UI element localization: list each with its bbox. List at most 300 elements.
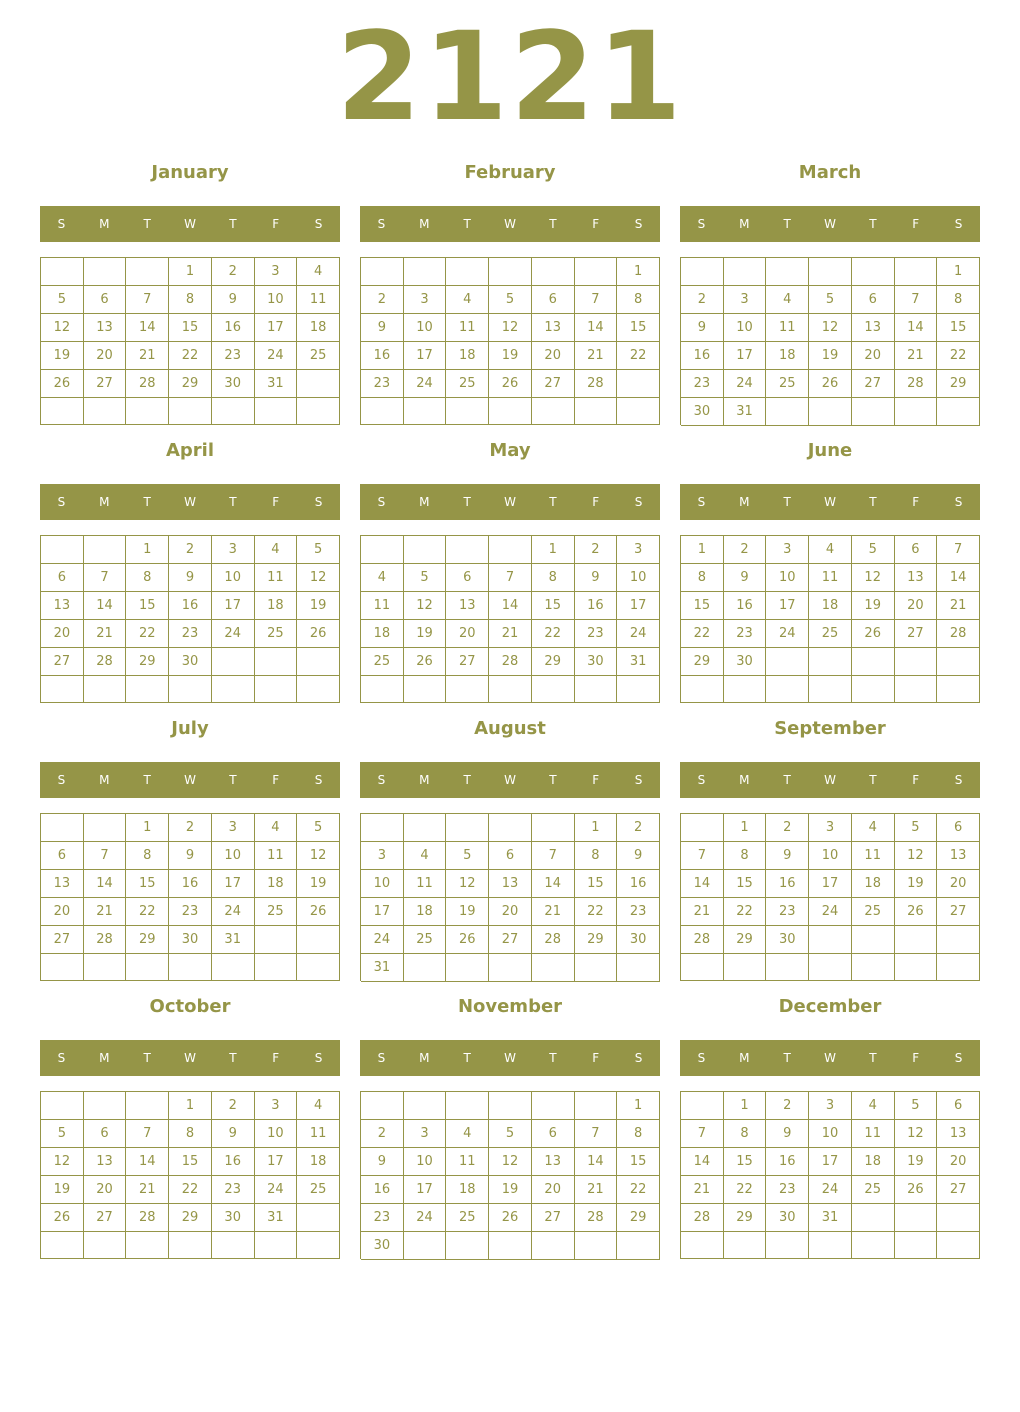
empty-day-cell	[809, 258, 852, 286]
day-cell: 15	[617, 314, 660, 342]
day-cell: 30	[724, 648, 767, 676]
day-cell: 28	[575, 1204, 618, 1232]
day-cell: 21	[937, 592, 980, 620]
empty-day-cell	[937, 1232, 980, 1259]
days-grid	[40, 813, 340, 981]
day-cell: 1	[617, 258, 660, 286]
day-cell: 20	[489, 898, 532, 926]
empty-day-cell	[446, 954, 489, 982]
day-cell: 25	[852, 898, 895, 926]
empty-day-cell	[404, 1092, 447, 1120]
empty-day-cell	[809, 676, 852, 703]
day-cell: 3	[404, 286, 447, 314]
empty-day-cell	[84, 1232, 127, 1259]
empty-day-cell	[446, 258, 489, 286]
day-cell: 13	[41, 870, 84, 898]
empty-day-cell	[297, 954, 340, 981]
day-cell: 17	[361, 898, 404, 926]
day-cell: 6	[446, 564, 489, 592]
day-cell: 10	[809, 1120, 852, 1148]
day-cell: 4	[446, 286, 489, 314]
weekday-label: S	[57, 217, 66, 231]
empty-day-cell	[212, 954, 255, 981]
day-cell: 3	[809, 1092, 852, 1120]
empty-day-cell	[681, 258, 724, 286]
empty-day-cell	[84, 398, 127, 425]
empty-day-cell	[126, 954, 169, 981]
day-cell: 31	[361, 954, 404, 982]
weekday-label: S	[697, 773, 706, 787]
empty-day-cell	[532, 954, 575, 982]
day-cell: 7	[575, 286, 618, 314]
empty-day-cell	[852, 258, 895, 286]
day-cell: 27	[532, 370, 575, 398]
day-cell: 16	[169, 592, 212, 620]
day-cell: 24	[212, 620, 255, 648]
empty-day-cell	[809, 954, 852, 981]
empty-day-cell	[809, 926, 852, 954]
day-cell: 3	[212, 536, 255, 564]
day-cell: 17	[809, 1148, 852, 1176]
day-cell: 10	[766, 564, 809, 592]
day-cell: 10	[255, 1120, 298, 1148]
day-cell: 28	[681, 926, 724, 954]
weekday-label: S	[697, 217, 706, 231]
day-cell: 7	[681, 842, 724, 870]
day-cell: 8	[532, 564, 575, 592]
days-grid	[680, 257, 980, 425]
day-cell: 27	[937, 898, 980, 926]
day-cell: 24	[724, 370, 767, 398]
empty-day-cell	[84, 258, 127, 286]
day-cell: 24	[809, 1176, 852, 1204]
day-cell: 13	[937, 1120, 980, 1148]
weekday-label: T	[463, 773, 471, 787]
weekday-label: F	[912, 1051, 920, 1065]
day-cell: 1	[126, 536, 169, 564]
weekday-label: T	[783, 1051, 791, 1065]
day-cell: 22	[617, 1176, 660, 1204]
weekday-label: S	[697, 1051, 706, 1065]
day-cell: 10	[724, 314, 767, 342]
empty-day-cell	[404, 398, 447, 425]
month-title: July	[171, 718, 209, 739]
day-cell: 12	[895, 842, 938, 870]
day-cell: 1	[937, 258, 980, 286]
weekday-label: W	[184, 217, 196, 231]
day-cell: 10	[361, 870, 404, 898]
day-cell: 10	[404, 1148, 447, 1176]
day-cell: 27	[937, 1176, 980, 1204]
empty-day-cell	[404, 814, 447, 842]
day-cell: 23	[617, 898, 660, 926]
weekday-header	[680, 762, 980, 798]
day-cell: 15	[937, 314, 980, 342]
weekday-label: M	[99, 773, 110, 787]
weekday-label: F	[592, 495, 600, 509]
day-cell: 9	[361, 1148, 404, 1176]
day-cell: 5	[809, 286, 852, 314]
weekday-label: W	[504, 773, 516, 787]
day-cell: 2	[361, 286, 404, 314]
weekday-label: W	[824, 495, 836, 509]
day-cell: 4	[404, 842, 447, 870]
empty-day-cell	[489, 1092, 532, 1120]
weekday-label: M	[99, 1051, 110, 1065]
day-cell: 8	[617, 1120, 660, 1148]
day-cell: 5	[41, 286, 84, 314]
day-cell: 22	[937, 342, 980, 370]
day-cell: 19	[297, 592, 340, 620]
empty-day-cell	[297, 1204, 340, 1232]
empty-day-cell	[575, 1092, 618, 1120]
day-cell: 28	[937, 620, 980, 648]
day-cell: 8	[169, 286, 212, 314]
day-cell: 26	[489, 370, 532, 398]
day-cell: 2	[681, 286, 724, 314]
month-title: May	[489, 440, 531, 461]
weekday-label: T	[143, 495, 151, 509]
day-cell: 24	[212, 898, 255, 926]
day-cell: 25	[297, 342, 340, 370]
day-cell: 27	[84, 370, 127, 398]
day-cell: 6	[84, 286, 127, 314]
month-title: January	[151, 162, 229, 183]
empty-day-cell	[361, 1092, 404, 1120]
day-cell: 1	[617, 1092, 660, 1120]
day-cell: 2	[212, 258, 255, 286]
day-cell: 9	[212, 286, 255, 314]
day-cell: 9	[169, 842, 212, 870]
empty-day-cell	[446, 1232, 489, 1260]
day-cell: 19	[41, 1176, 84, 1204]
day-cell: 11	[297, 1120, 340, 1148]
day-cell: 28	[84, 648, 127, 676]
day-cell: 7	[489, 564, 532, 592]
day-cell: 21	[681, 1176, 724, 1204]
empty-day-cell	[575, 398, 618, 425]
day-cell: 9	[575, 564, 618, 592]
day-cell: 23	[575, 620, 618, 648]
month-title: June	[807, 440, 853, 461]
day-cell: 3	[212, 814, 255, 842]
day-cell: 11	[446, 314, 489, 342]
year-title: 2121	[336, 6, 684, 148]
weekday-label: M	[419, 495, 430, 509]
empty-day-cell	[724, 258, 767, 286]
day-cell: 15	[169, 314, 212, 342]
days-grid	[680, 535, 980, 703]
empty-day-cell	[361, 258, 404, 286]
weekday-label: M	[419, 217, 430, 231]
empty-day-cell	[404, 954, 447, 982]
empty-day-cell	[937, 954, 980, 981]
day-cell: 25	[297, 1176, 340, 1204]
empty-day-cell	[361, 676, 404, 703]
day-cell: 3	[255, 1092, 298, 1120]
empty-day-cell	[489, 536, 532, 564]
empty-day-cell	[809, 648, 852, 676]
empty-day-cell	[404, 536, 447, 564]
day-cell: 10	[212, 564, 255, 592]
weekday-label: W	[504, 1051, 516, 1065]
day-cell: 4	[255, 536, 298, 564]
days-grid	[40, 535, 340, 703]
empty-day-cell	[41, 1092, 84, 1120]
day-cell: 23	[212, 342, 255, 370]
weekday-label: S	[634, 217, 643, 231]
weekday-label: T	[229, 1051, 237, 1065]
day-cell: 13	[489, 870, 532, 898]
empty-day-cell	[724, 1232, 767, 1259]
day-cell: 14	[532, 870, 575, 898]
empty-day-cell	[852, 1232, 895, 1259]
day-cell: 4	[297, 258, 340, 286]
weekday-label: T	[783, 495, 791, 509]
day-cell: 6	[532, 286, 575, 314]
day-cell: 3	[617, 536, 660, 564]
weekday-label: M	[419, 1051, 430, 1065]
weekday-label: T	[463, 495, 471, 509]
day-cell: 5	[895, 1092, 938, 1120]
day-cell: 29	[724, 926, 767, 954]
empty-day-cell	[84, 1092, 127, 1120]
weekday-label: T	[229, 495, 237, 509]
day-cell: 3	[255, 258, 298, 286]
day-cell: 2	[724, 536, 767, 564]
day-cell: 26	[809, 370, 852, 398]
weekday-label: F	[592, 217, 600, 231]
day-cell: 30	[212, 370, 255, 398]
day-cell: 26	[41, 370, 84, 398]
weekday-label: T	[783, 217, 791, 231]
day-cell: 20	[41, 620, 84, 648]
weekday-label: S	[634, 1051, 643, 1065]
day-cell: 12	[297, 564, 340, 592]
day-cell: 1	[532, 536, 575, 564]
empty-day-cell	[895, 954, 938, 981]
day-cell: 9	[617, 842, 660, 870]
weekday-label: F	[592, 773, 600, 787]
empty-day-cell	[937, 648, 980, 676]
month-title: August	[474, 718, 546, 739]
day-cell: 11	[852, 842, 895, 870]
day-cell: 22	[169, 1176, 212, 1204]
weekday-header	[40, 1040, 340, 1076]
day-cell: 17	[212, 870, 255, 898]
empty-day-cell	[41, 398, 84, 425]
day-cell: 17	[404, 1176, 447, 1204]
empty-day-cell	[126, 398, 169, 425]
day-cell: 25	[809, 620, 852, 648]
day-cell: 29	[126, 648, 169, 676]
day-cell: 8	[126, 564, 169, 592]
day-cell: 16	[681, 342, 724, 370]
month-title: November	[457, 996, 563, 1017]
month-title: December	[778, 996, 882, 1017]
day-cell: 25	[446, 370, 489, 398]
day-cell: 14	[937, 564, 980, 592]
day-cell: 7	[84, 842, 127, 870]
days-grid	[360, 535, 660, 703]
day-cell: 18	[766, 342, 809, 370]
weekday-label: M	[739, 217, 750, 231]
day-cell: 22	[532, 620, 575, 648]
day-cell: 30	[766, 1204, 809, 1232]
weekday-label: S	[634, 773, 643, 787]
day-cell: 23	[212, 1176, 255, 1204]
day-cell: 26	[297, 898, 340, 926]
weekday-label: W	[824, 1051, 836, 1065]
day-cell: 9	[361, 314, 404, 342]
day-cell: 14	[126, 314, 169, 342]
day-cell: 30	[681, 398, 724, 426]
weekday-label: T	[229, 773, 237, 787]
day-cell: 15	[532, 592, 575, 620]
weekday-label: T	[869, 495, 877, 509]
day-cell: 1	[169, 1092, 212, 1120]
day-cell: 19	[895, 1148, 938, 1176]
empty-day-cell	[489, 814, 532, 842]
empty-day-cell	[895, 1204, 938, 1232]
day-cell: 15	[617, 1148, 660, 1176]
day-cell: 6	[489, 842, 532, 870]
day-cell: 21	[126, 1176, 169, 1204]
weekday-label: W	[184, 1051, 196, 1065]
weekday-label: S	[954, 495, 963, 509]
empty-day-cell	[126, 1232, 169, 1259]
day-cell: 13	[41, 592, 84, 620]
empty-day-cell	[575, 676, 618, 703]
day-cell: 29	[937, 370, 980, 398]
month-title: March	[798, 162, 862, 183]
weekday-label: F	[912, 217, 920, 231]
day-cell: 5	[446, 842, 489, 870]
empty-day-cell	[41, 1232, 84, 1259]
empty-day-cell	[169, 676, 212, 703]
weekday-label: W	[184, 773, 196, 787]
empty-day-cell	[532, 398, 575, 425]
weekday-label: T	[549, 773, 557, 787]
day-cell: 31	[617, 648, 660, 676]
day-cell: 25	[255, 898, 298, 926]
weekday-label: S	[377, 773, 386, 787]
day-cell: 26	[852, 620, 895, 648]
day-cell: 30	[169, 926, 212, 954]
day-cell: 30	[575, 648, 618, 676]
day-cell: 3	[404, 1120, 447, 1148]
day-cell: 21	[575, 342, 618, 370]
empty-day-cell	[212, 676, 255, 703]
day-cell: 20	[895, 592, 938, 620]
day-cell: 2	[766, 814, 809, 842]
day-cell: 12	[895, 1120, 938, 1148]
weekday-header	[680, 484, 980, 520]
empty-day-cell	[617, 370, 660, 398]
empty-day-cell	[852, 926, 895, 954]
day-cell: 10	[404, 314, 447, 342]
day-cell: 24	[404, 370, 447, 398]
weekday-label: M	[739, 495, 750, 509]
day-cell: 4	[809, 536, 852, 564]
days-grid	[680, 1091, 980, 1259]
day-cell: 24	[361, 926, 404, 954]
day-cell: 11	[852, 1120, 895, 1148]
day-cell: 26	[41, 1204, 84, 1232]
empty-day-cell	[681, 954, 724, 981]
weekday-label: F	[272, 217, 280, 231]
empty-day-cell	[297, 926, 340, 954]
day-cell: 28	[895, 370, 938, 398]
day-cell: 20	[41, 898, 84, 926]
empty-day-cell	[84, 814, 127, 842]
empty-day-cell	[766, 1232, 809, 1259]
day-cell: 20	[532, 342, 575, 370]
day-cell: 19	[446, 898, 489, 926]
day-cell: 16	[361, 1176, 404, 1204]
empty-day-cell	[446, 1092, 489, 1120]
weekday-label: M	[99, 495, 110, 509]
empty-day-cell	[84, 676, 127, 703]
day-cell: 31	[809, 1204, 852, 1232]
weekday-label: S	[954, 217, 963, 231]
day-cell: 13	[895, 564, 938, 592]
weekday-header	[40, 484, 340, 520]
weekday-header	[360, 484, 660, 520]
day-cell: 7	[84, 564, 127, 592]
month-title: October	[149, 996, 231, 1017]
day-cell: 31	[255, 1204, 298, 1232]
empty-day-cell	[724, 954, 767, 981]
day-cell: 4	[255, 814, 298, 842]
day-cell: 6	[41, 564, 84, 592]
day-cell: 13	[84, 1148, 127, 1176]
day-cell: 17	[617, 592, 660, 620]
empty-day-cell	[41, 676, 84, 703]
day-cell: 6	[532, 1120, 575, 1148]
empty-day-cell	[895, 258, 938, 286]
day-cell: 28	[84, 926, 127, 954]
day-cell: 29	[617, 1204, 660, 1232]
day-cell: 18	[361, 620, 404, 648]
weekday-label: T	[783, 773, 791, 787]
empty-day-cell	[446, 814, 489, 842]
day-cell: 20	[84, 1176, 127, 1204]
empty-day-cell	[446, 398, 489, 425]
day-cell: 23	[681, 370, 724, 398]
day-cell: 11	[361, 592, 404, 620]
day-cell: 17	[724, 342, 767, 370]
weekday-header	[680, 206, 980, 242]
day-cell: 9	[169, 564, 212, 592]
day-cell: 19	[404, 620, 447, 648]
empty-day-cell	[724, 676, 767, 703]
day-cell: 21	[489, 620, 532, 648]
empty-day-cell	[212, 398, 255, 425]
day-cell: 6	[852, 286, 895, 314]
day-cell: 12	[446, 870, 489, 898]
day-cell: 22	[126, 898, 169, 926]
empty-day-cell	[895, 648, 938, 676]
empty-day-cell	[404, 676, 447, 703]
month-title: September	[774, 718, 886, 739]
day-cell: 15	[724, 1148, 767, 1176]
weekday-label: T	[549, 495, 557, 509]
weekday-label: M	[99, 217, 110, 231]
empty-day-cell	[361, 536, 404, 564]
day-cell: 25	[852, 1176, 895, 1204]
empty-day-cell	[361, 398, 404, 425]
